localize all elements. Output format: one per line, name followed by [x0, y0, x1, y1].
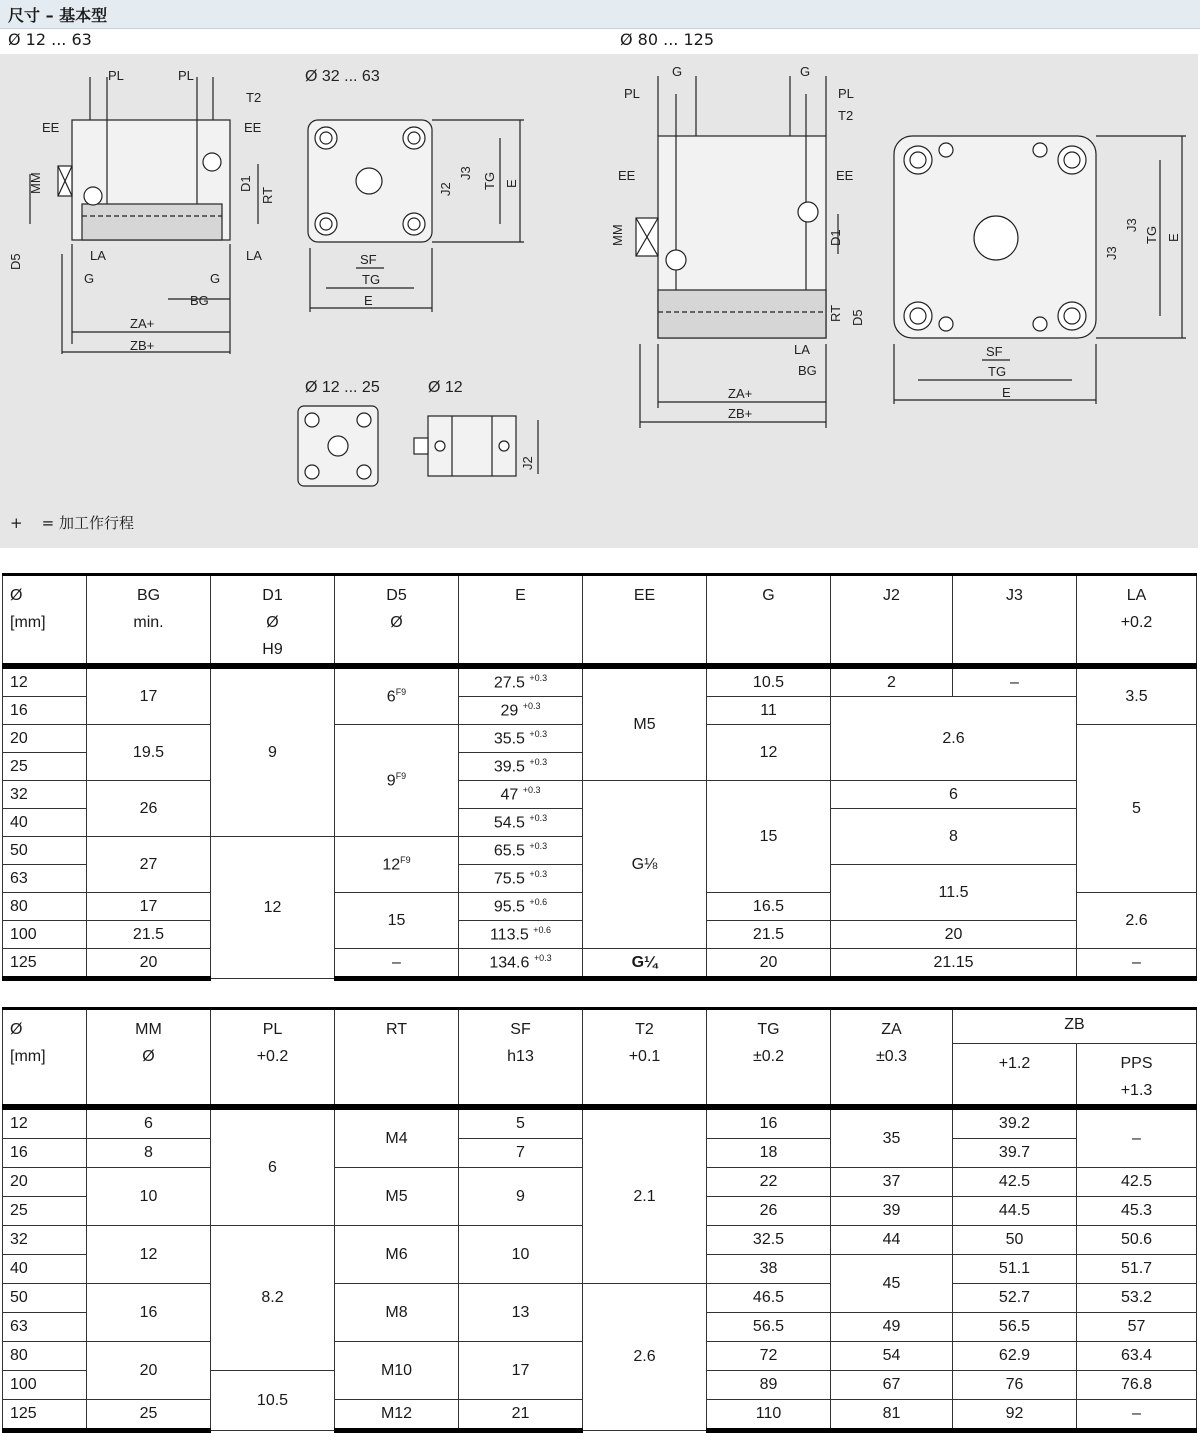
t2-pl: 10.5: [211, 1371, 335, 1431]
page-title: 尺寸 – 基本型: [8, 6, 108, 25]
front-view-32-63: [305, 68, 524, 312]
t2-zb: 52.7: [953, 1284, 1077, 1313]
t2-tg: 46.5: [707, 1284, 831, 1313]
lbl-la-1: LA: [90, 248, 106, 263]
t1-dia: 16: [3, 697, 87, 725]
lbl-ee-2: EE: [244, 120, 262, 135]
t2-rt: M12: [335, 1400, 459, 1431]
t2-dia: 80: [3, 1342, 87, 1371]
t2-za: 39: [831, 1197, 953, 1226]
t2-zb-pps: 51.7: [1077, 1255, 1197, 1284]
lbl-g-2: G: [210, 271, 221, 286]
lbl-e-32v: E: [504, 179, 519, 188]
lbl-j2-12: J2: [520, 456, 535, 470]
t1-dia: 100: [3, 921, 87, 949]
t2-rt: M10: [335, 1342, 459, 1400]
lbl-pl-1: PL: [108, 68, 124, 83]
t2-dia: 50: [3, 1284, 87, 1313]
lbl-tg-80v: TG: [1144, 225, 1159, 244]
t1-g: 11: [707, 697, 831, 725]
lbl-ee-l2: EE: [836, 168, 854, 183]
t1-e: 54.5 $^{+0.3}$: [459, 809, 583, 837]
t2-t2: 2.1: [583, 1107, 707, 1284]
t2-mm: 16: [87, 1284, 211, 1342]
lbl-ee-1: EE: [42, 120, 60, 135]
table-row: [3, 1284, 1197, 1313]
t2-sf: 5: [459, 1107, 583, 1139]
t1-j23: 20: [831, 921, 1077, 949]
t1-dia: 25: [3, 753, 87, 781]
lbl-view-12: Ø 12: [428, 379, 463, 396]
t2-dia: 16: [3, 1139, 87, 1168]
t2-sf: 7: [459, 1139, 583, 1168]
footnote-text: = 加工作行程: [41, 514, 134, 532]
t2-zb-pps: 57: [1077, 1313, 1197, 1342]
t2-sf: 17: [459, 1342, 583, 1400]
t1-e: 39.5 $^{+0.3}$: [459, 753, 583, 781]
t2-mm: 6: [87, 1107, 211, 1139]
lbl-d5-small: D5: [8, 253, 23, 270]
t1-d5: $6^{F9}$: [335, 666, 459, 725]
t2-za: 54: [831, 1342, 953, 1371]
t2-sf: 13: [459, 1284, 583, 1342]
t2-za: 45: [831, 1255, 953, 1313]
lbl-pl-2: PL: [178, 68, 194, 83]
table-row: [3, 1107, 1197, 1139]
t2-zb: 39.7: [953, 1139, 1077, 1168]
lbl-za-small: ZA+: [130, 316, 155, 331]
footnote-mark: +: [10, 514, 23, 532]
lbl-la-large: LA: [794, 342, 810, 357]
header-bar: [0, 0, 1200, 29]
t1-la: –: [1077, 949, 1197, 979]
t2-tg: 18: [707, 1139, 831, 1168]
t2-tg: 89: [707, 1371, 831, 1400]
t1-dia: 32: [3, 781, 87, 809]
t1-dia: 50: [3, 837, 87, 865]
t1-g: 21.5: [707, 921, 831, 949]
t1-j23: 8: [831, 809, 1077, 865]
t2-mm: 25: [87, 1400, 211, 1431]
lbl-bg-small: BG: [190, 293, 209, 308]
t1-la: 3.5: [1077, 666, 1197, 725]
lbl-j3-80b: J3: [1124, 218, 1139, 232]
t1-dia: 40: [3, 809, 87, 837]
t1-bg: 17: [87, 666, 211, 725]
t2-tg: 110: [707, 1400, 831, 1431]
lbl-j2-32: J2: [438, 182, 453, 196]
technical-drawing: [0, 54, 1198, 548]
lbl-g-l2: G: [800, 64, 811, 79]
lbl-mm-small: MM: [28, 172, 43, 194]
t2-dia: 63: [3, 1313, 87, 1342]
lbl-rt-small: RT: [260, 186, 275, 204]
lbl-g-l1: G: [672, 64, 683, 79]
t2-sf: 9: [459, 1168, 583, 1226]
t1-bg: 21.5: [87, 921, 211, 949]
t1-d5: $9^{F9}$: [335, 725, 459, 837]
t1-g: 15: [707, 781, 831, 893]
t2-h-tg: TG ±0.2: [707, 1009, 831, 1108]
t1-e: 75.5 $^{+0.3}$: [459, 865, 583, 893]
t1-ee: G⅛: [583, 781, 707, 949]
t2-dia: 125: [3, 1400, 87, 1431]
t1-d5: –: [335, 949, 459, 979]
t2-zb-pps: 63.4: [1077, 1342, 1197, 1371]
t2-tg: 16: [707, 1107, 831, 1139]
t2-zb-pps: 76.8: [1077, 1371, 1197, 1400]
t2-zb: 39.2: [953, 1107, 1077, 1139]
t2-rt: M6: [335, 1226, 459, 1284]
t1-d1: 9: [211, 666, 335, 837]
range-right: Ø 80 ... 125: [620, 30, 715, 49]
t1-dia: 80: [3, 893, 87, 921]
t2-rt: M4: [335, 1107, 459, 1168]
t1-bg: 27: [87, 837, 211, 893]
t2-zb-pps: 50.6: [1077, 1226, 1197, 1255]
lbl-view-12-25: Ø 12 ... 25: [305, 379, 380, 396]
t2-tg: 32.5: [707, 1226, 831, 1255]
t2-pl: 8.2: [211, 1226, 335, 1371]
t2-mm: 12: [87, 1226, 211, 1284]
lbl-d5-large: D5: [850, 309, 865, 326]
t1-e: 35.5 $^{+0.3}$: [459, 725, 583, 753]
t2-zb: 92: [953, 1400, 1077, 1431]
t1-h-g: G: [707, 575, 831, 667]
lbl-sf-80: SF: [986, 344, 1003, 359]
t2-zb: 56.5: [953, 1313, 1077, 1342]
lbl-j3-80a: J3: [1104, 246, 1119, 260]
t1-bg: 19.5: [87, 725, 211, 781]
t2-za: 44: [831, 1226, 953, 1255]
t1-h-d1: D1 Ø H9: [211, 575, 335, 667]
lbl-t2-small: T2: [246, 90, 262, 105]
t2-zb: 51.1: [953, 1255, 1077, 1284]
t1-h-e: E: [459, 575, 583, 667]
t1-e: 47 $^{+0.3}$: [459, 781, 583, 809]
side-view-small: [8, 68, 275, 354]
t1-j3: –: [953, 666, 1077, 697]
t1-j23: 2.6: [831, 697, 1077, 781]
lbl-e-80: E: [1002, 385, 1011, 400]
t2-h-t2: T2 +0.1: [583, 1009, 707, 1108]
lbl-sf-32: SF: [360, 252, 377, 267]
t1-g: 12: [707, 725, 831, 781]
t2-zb: 76: [953, 1371, 1077, 1400]
t2-h-rt: RT: [335, 1009, 459, 1108]
t1-g: 16.5: [707, 893, 831, 921]
front-view-80-125: [894, 136, 1186, 404]
range-left: Ø 12 ... 63: [8, 30, 92, 49]
t1-d5: $12^{F9}$: [335, 837, 459, 893]
t2-mm: 20: [87, 1342, 211, 1400]
drawing-svg: [0, 54, 1198, 548]
t2-zb-pps: 42.5: [1077, 1168, 1197, 1197]
t1-ee: G¼: [583, 949, 707, 979]
lbl-view-32-63: Ø 32 ... 63: [305, 68, 380, 85]
t1-e: 27.5 $^{+0.3}$: [459, 666, 583, 697]
t1-dia: 12: [3, 666, 87, 697]
t2-zb-pps: 53.2: [1077, 1284, 1197, 1313]
t2-mm: 8: [87, 1139, 211, 1168]
t2-dia: 40: [3, 1255, 87, 1284]
side-view-large: [610, 64, 865, 428]
lbl-pl-l1: PL: [624, 86, 640, 101]
t2-rt: M8: [335, 1284, 459, 1342]
t2-h-sf: SF h13: [459, 1009, 583, 1108]
table-row: [3, 781, 1197, 809]
t1-d5: 15: [335, 893, 459, 949]
t2-dia: 100: [3, 1371, 87, 1400]
t1-h-d5: D5 Ø: [335, 575, 459, 667]
t1-la: 2.6: [1077, 893, 1197, 949]
lbl-e-32: E: [364, 293, 373, 308]
t2-zb: 62.9: [953, 1342, 1077, 1371]
t1-dia: 125: [3, 949, 87, 979]
lbl-mm-large: MM: [610, 224, 625, 246]
t2-sf: 21: [459, 1400, 583, 1431]
lbl-bg-large: BG: [798, 363, 817, 378]
lbl-g-1: G: [84, 271, 95, 286]
t2-h-zb: ZB: [953, 1009, 1197, 1044]
t1-ee: M5: [583, 666, 707, 781]
lbl-e-80v: E: [1166, 233, 1181, 242]
t1-j2: 2: [831, 666, 953, 697]
t2-zb: 42.5: [953, 1168, 1077, 1197]
lbl-j3-32: J3: [458, 166, 473, 180]
t1-dia: 63: [3, 865, 87, 893]
lbl-t2-large: T2: [838, 108, 854, 123]
lbl-tg-32: TG: [362, 272, 381, 287]
t2-zb-pps: 45.3: [1077, 1197, 1197, 1226]
t2-za: 67: [831, 1371, 953, 1400]
t2-rt: M5: [335, 1168, 459, 1226]
t1-bg: 20: [87, 949, 211, 979]
lbl-za-large: ZA+: [728, 386, 753, 401]
t2-dia: 12: [3, 1107, 87, 1139]
t1-e: 113.5 $^{+0.6}$: [459, 921, 583, 949]
t2-za: 35: [831, 1107, 953, 1168]
t2-pl: 6: [211, 1107, 335, 1226]
lbl-tg-32v: TG: [482, 171, 497, 190]
t1-dia: 20: [3, 725, 87, 753]
t1-h-j2: J2: [831, 575, 953, 667]
t1-g: 20: [707, 949, 831, 979]
t2-tg: 56.5: [707, 1313, 831, 1342]
lbl-pl-l2: PL: [838, 86, 854, 101]
t1-g: 10.5: [707, 666, 831, 697]
t2-h-dia: Ø [mm]: [3, 1009, 87, 1108]
t1-e: 65.5 $^{+0.3}$: [459, 837, 583, 865]
t2-h-mm: MM Ø: [87, 1009, 211, 1108]
t1-bg: 17: [87, 893, 211, 921]
t2-h-pl: PL +0.2: [211, 1009, 335, 1108]
t2-zb: 50: [953, 1226, 1077, 1255]
t1-h-la: LA +0.2: [1077, 575, 1197, 667]
t1-bg: 26: [87, 781, 211, 837]
t2-t2: 2.6: [583, 1284, 707, 1431]
t2-za: 81: [831, 1400, 953, 1431]
t2-h-zb-std: +1.2: [953, 1044, 1077, 1108]
t2-tg: 38: [707, 1255, 831, 1284]
t2-mm: 10: [87, 1168, 211, 1226]
t2-h-za: ZA ±0.3: [831, 1009, 953, 1108]
t2-zb-pps: –: [1077, 1107, 1197, 1168]
t1-e: 134.6 $^{+0.3}$: [459, 949, 583, 979]
t2-tg: 26: [707, 1197, 831, 1226]
t1-e: 95.5 $^{+0.6}$: [459, 893, 583, 921]
lbl-ee-l1: EE: [618, 168, 636, 183]
dimension-table-2: [2, 1007, 1197, 1433]
t2-zb: 44.5: [953, 1197, 1077, 1226]
t2-sf: 10: [459, 1226, 583, 1284]
lbl-la-2: LA: [246, 248, 262, 263]
t1-la: 5: [1077, 725, 1197, 893]
t2-za: 49: [831, 1313, 953, 1342]
t2-dia: 32: [3, 1226, 87, 1255]
lbl-zb-small: ZB+: [130, 338, 155, 353]
lbl-tg-80: TG: [988, 364, 1007, 379]
t1-h-bg: BG min.: [87, 575, 211, 667]
table-row: [3, 949, 1197, 979]
t1-e: 29 $^{+0.3}$: [459, 697, 583, 725]
t2-dia: 20: [3, 1168, 87, 1197]
t1-h-dia: Ø [mm]: [3, 575, 87, 667]
table-row: [3, 666, 1197, 697]
t2-tg: 72: [707, 1342, 831, 1371]
t1-d1: 12: [211, 837, 335, 979]
t2-zb-pps: –: [1077, 1400, 1197, 1431]
front-view-12-25: [298, 379, 380, 486]
t2-tg: 22: [707, 1168, 831, 1197]
t2-za: 37: [831, 1168, 953, 1197]
t1-j23: 11.5: [831, 865, 1077, 921]
t1-j23: 21.15: [831, 949, 1077, 979]
side-view-12: [414, 379, 538, 476]
t1-h-j3: J3: [953, 575, 1077, 667]
lbl-d1-small: D1: [238, 175, 253, 192]
t1-h-ee: EE: [583, 575, 707, 667]
lbl-d1-large: D1: [828, 229, 843, 246]
t1-j23: 6: [831, 781, 1077, 809]
lbl-rt-large: RT: [828, 304, 843, 322]
footnote: [10, 512, 134, 533]
t2-dia: 25: [3, 1197, 87, 1226]
dimension-table-1: [2, 573, 1197, 981]
lbl-zb-large: ZB+: [728, 406, 753, 421]
t2-h-zb-pps: PPS +1.3: [1077, 1044, 1197, 1108]
